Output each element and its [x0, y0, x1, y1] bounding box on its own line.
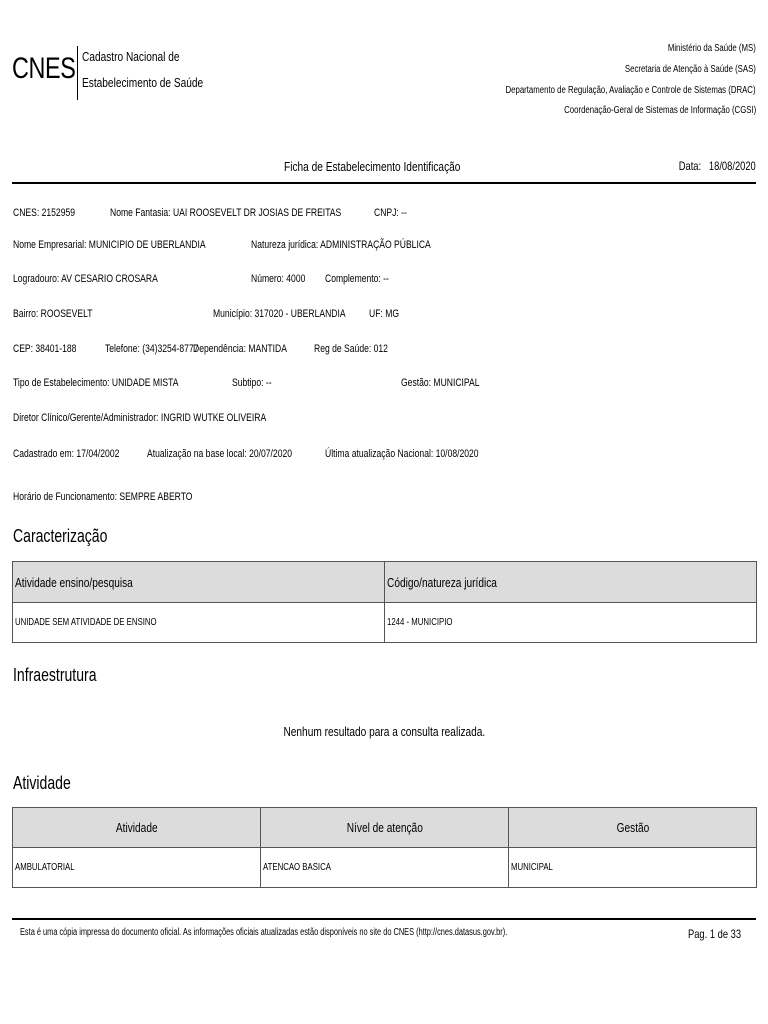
footer-rule [12, 918, 756, 920]
column-header: Atividade ensino/pesquisa [15, 574, 133, 590]
ministry-line-1: Ministério da Saúde (MS) [667, 43, 756, 54]
field-atualizacao-local: Atualização na base local: 20/07/2020 [147, 448, 293, 460]
header-subtitle-line2: Estabelecimento de Saúde [82, 75, 204, 90]
field-natureza-juridica: Natureza jurídica: ADMINISTRAÇÃO PÚBLICA [251, 239, 431, 251]
empty-result-message: Nenhum resultado para a consulta realizada. [283, 724, 485, 739]
date-field [679, 159, 756, 173]
date-label: Data: [678, 159, 702, 173]
field-nome-fantasia: Nome Fantasia: UAI ROOSEVELT DR JOSIAS DE FREITAS [110, 207, 342, 219]
field-horario: Horário de Funcionamento: SEMPRE ABERTO [13, 491, 193, 503]
field-reg-saude: Reg de Saúde: 012 [314, 343, 388, 355]
field-cnpj: CNPJ: -- [374, 207, 407, 219]
field-nome-empresarial: Nome Empresarial: MUNICIPIO DE UBERLANDIA [13, 239, 206, 251]
section-title-atividade: Atividade [13, 773, 71, 793]
field-cep: CEP: 38401-188 [13, 343, 77, 355]
header-subtitle-line1: Cadastro Nacional de [82, 49, 180, 64]
column-header: Gestão [616, 820, 649, 835]
table-cell: ATENCAO BASICA [263, 862, 331, 873]
column-header: Código/natureza jurídica [387, 574, 497, 590]
field-ultima-atualizacao: Última atualização Nacional: 10/08/2020 [325, 448, 479, 460]
table-cell: 1244 - MUNICIPIO [387, 617, 453, 628]
atividade-table [12, 807, 757, 888]
field-dependencia: Dependência: MANTIDA [193, 343, 287, 355]
field-bairro: Bairro: ROOSEVELT [13, 308, 93, 320]
section-title-caracterizacao: Caracterização [13, 526, 108, 546]
document-title: Ficha de Estabelecimento Identificação [284, 159, 461, 174]
date-value: 18/08/2020 [709, 159, 756, 173]
cnes-logo: CNES [12, 52, 76, 85]
column-header: Atividade [115, 820, 158, 835]
title-rule [12, 182, 756, 184]
table-header-row [13, 808, 757, 848]
table-header-row [13, 562, 757, 603]
field-diretor: Diretor Clínico/Gerente/Administrador: INGRID WUTKE OLIVEIRA [13, 412, 267, 424]
caracterizacao-table [12, 561, 757, 643]
ministry-line-3: Departamento de Regulação, Avaliação e Controle de Sistemas (DRAC) [505, 85, 756, 96]
field-telefone: Telefone: (34)3254-8777 [105, 343, 199, 355]
field-uf: UF: MG [369, 308, 400, 320]
footer-note: Esta é uma cópia impressa do documento oficial. As informações oficiais atualizadas estão disponíveis no site do CNES (http://cnes.datasus.gov.br). [20, 927, 508, 938]
table-cell: AMBULATORIAL [15, 862, 75, 873]
table-cell: MUNICIPAL [511, 862, 553, 873]
field-gestao: Gestão: MUNICIPAL [401, 377, 480, 389]
ministry-line-4: Coordenação-Geral de Sistemas de Informação (CGSI) [563, 105, 756, 116]
logo-divider [77, 46, 78, 100]
page-number: Pag. 1 de 33 [687, 927, 741, 941]
table-row [13, 603, 757, 643]
field-subtipo: Subtipo: -- [232, 377, 272, 389]
field-numero: Número: 4000 [251, 273, 306, 285]
field-complemento: Complemento: -- [325, 273, 389, 285]
ministry-line-2: Secretaria de Atenção à Saúde (SAS) [625, 64, 756, 75]
field-municipio: Município: 317020 - UBERLANDIA [213, 308, 346, 320]
field-cnes: CNES: 2152959 [13, 207, 76, 219]
field-logradouro: Logradouro: AV CESARIO CROSARA [13, 273, 158, 285]
section-title-infraestrutura: Infraestrutura [13, 665, 97, 685]
field-cadastrado-em: Cadastrado em: 17/04/2002 [13, 448, 120, 460]
column-header: Nível de atenção [346, 820, 423, 835]
field-tipo-estabelecimento: Tipo de Estabelecimento: UNIDADE MISTA [13, 377, 179, 389]
table-row [13, 848, 757, 888]
table-cell: UNIDADE SEM ATIVIDADE DE ENSINO [15, 617, 157, 628]
